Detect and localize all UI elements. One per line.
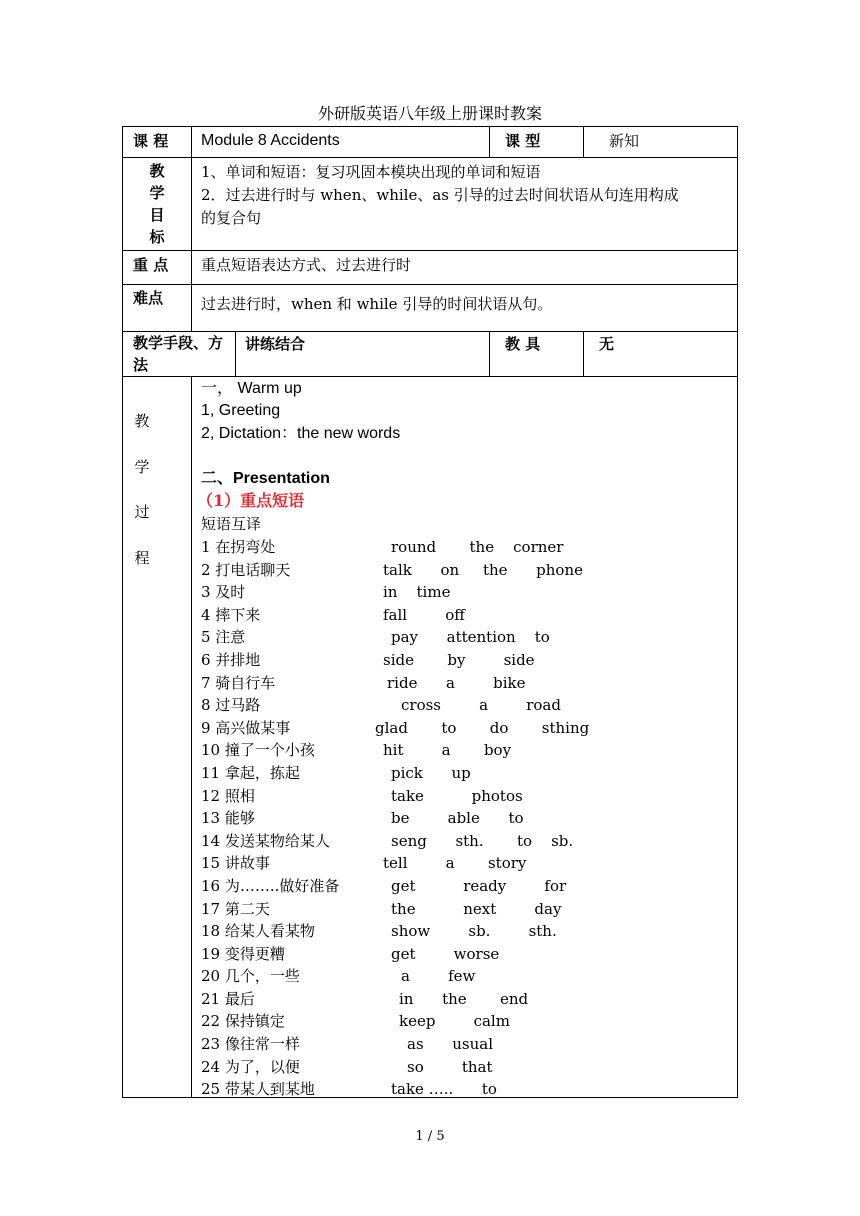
phrase-english: in the end	[399, 989, 529, 1008]
difficulties-label: 难点	[133, 289, 164, 307]
phrase-chinese: 4 摔下来	[201, 605, 261, 624]
course-value: Module 8 Accidents	[201, 132, 340, 149]
phrase-english: be able to	[391, 809, 524, 828]
phrase-english: glad to do sthing	[375, 718, 590, 737]
phrase-english: get ready for	[391, 876, 567, 895]
phrase-row	[201, 1010, 731, 1033]
objectives-label: 教 学 目 标	[149, 162, 165, 246]
phrase-row	[201, 672, 731, 695]
column-divider	[583, 331, 584, 376]
phrase-chinese: 23 像往常一样	[201, 1035, 300, 1054]
phrase-intro: 短语互译	[201, 515, 262, 533]
phrase-chinese: 1 在拐弯处	[201, 538, 276, 556]
objective-line-1: 1、单词和短语：复习巩固本模块出现的单词和短语	[201, 163, 541, 181]
key-points-value: 重点短语表达方式、过去进行时	[201, 256, 412, 274]
phrase-row	[201, 920, 731, 943]
phrase-row	[201, 830, 731, 853]
phrase-english: as usual	[407, 1035, 494, 1054]
phrase-english: pick up	[391, 763, 471, 782]
process-label: 教 学 过 程	[134, 412, 150, 567]
key-phrases-title: （1）重点短语	[197, 491, 305, 510]
column-divider	[191, 376, 192, 1097]
phrase-english: get worse	[391, 944, 500, 963]
phrase-list	[201, 536, 731, 1101]
phrase-row	[201, 898, 731, 921]
phrase-chinese: 18 给某人看某物	[201, 922, 315, 941]
methods-value: 讲练结合	[245, 335, 306, 353]
column-divider	[191, 127, 192, 331]
phrase-row	[201, 1056, 731, 1079]
phrase-english: tell a story	[383, 854, 527, 873]
phrase-english: hit a boy	[383, 741, 512, 760]
phrase-english: show sb. sth.	[391, 922, 557, 941]
warmup-title: 一， Warm up	[201, 380, 302, 397]
phrase-chinese: 15 讲故事	[201, 854, 270, 873]
phrase-row	[201, 762, 731, 785]
phrase-chinese: 17 第二天	[201, 899, 270, 918]
phrase-row	[201, 1078, 731, 1101]
phrase-english: take photos	[391, 786, 523, 805]
phrase-chinese: 16 为……..做好准备	[201, 876, 340, 895]
row-divider	[123, 157, 737, 158]
phrase-row	[201, 626, 731, 649]
phrase-chinese: 14 发送某物给某人	[201, 831, 330, 850]
phrase-row	[201, 581, 731, 604]
tools-value: 无	[599, 335, 615, 353]
phrase-row	[201, 852, 731, 875]
row-divider	[123, 284, 737, 285]
column-divider	[489, 127, 490, 157]
phrase-chinese: 13 能够	[201, 809, 255, 828]
phrase-english: so that	[407, 1057, 493, 1076]
phrase-chinese: 19 变得更糟	[201, 944, 285, 963]
phrase-english: a few	[401, 967, 476, 986]
presentation-title: 二、Presentation	[201, 470, 330, 487]
phrase-chinese: 10 撞了一个小孩	[201, 741, 315, 760]
phrase-chinese: 21 最后	[201, 989, 255, 1008]
phrase-chinese: 25 带某人到某地	[201, 1080, 315, 1099]
phrase-english: keep calm	[399, 1012, 510, 1031]
lesson-plan-table	[122, 126, 738, 1098]
phrase-english: in time	[383, 583, 451, 602]
phrase-row	[201, 965, 731, 988]
phrase-english: round the corner	[391, 538, 564, 556]
column-divider	[583, 127, 584, 157]
phrase-chinese: 3 及时	[201, 583, 246, 602]
warmup-item-1: 1, Greeting	[201, 402, 281, 419]
tools-label: 教 具	[505, 335, 541, 353]
difficulties-value: 过去进行时，when 和 while 引导的时间状语从句。	[201, 295, 553, 313]
phrase-chinese: 11 拿起，拣起	[201, 763, 300, 782]
phrase-chinese: 8 过马路	[201, 696, 261, 715]
methods-label: 教学手段、方	[133, 334, 224, 352]
phrase-english: side by side	[383, 650, 535, 669]
page-number: 1 / 5	[415, 1129, 445, 1144]
phrase-row	[201, 604, 731, 627]
key-points-label: 重 点	[133, 256, 169, 274]
phrase-row	[201, 1033, 731, 1056]
phrase-row	[201, 875, 731, 898]
phrase-row	[201, 559, 731, 582]
phrase-english: take ….. to	[391, 1080, 497, 1099]
document-title: 外研版英语八年级上册课时教案	[317, 104, 542, 123]
type-label: 课 型	[505, 132, 541, 150]
row-divider	[123, 376, 737, 377]
objective-line-3: 的复合句	[201, 209, 262, 227]
phrase-row	[201, 536, 731, 559]
phrase-english: pay attention to	[391, 628, 550, 647]
type-value: 新知	[609, 132, 640, 150]
phrase-chinese: 20 几个，一些	[201, 967, 300, 986]
methods-label-cont: 法	[133, 356, 149, 374]
phrase-chinese: 12 照相	[201, 786, 255, 805]
phrase-chinese: 24 为了，以便	[201, 1057, 300, 1076]
phrase-english: seng sth. to sb.	[391, 831, 574, 850]
phrase-chinese: 6 并排地	[201, 650, 261, 669]
phrase-chinese: 7 骑自行车	[201, 673, 276, 692]
phrase-row	[201, 739, 731, 762]
phrase-row	[201, 988, 731, 1011]
phrase-english: talk on the phone	[383, 560, 584, 579]
phrase-chinese: 22 保持镇定	[201, 1012, 285, 1031]
column-divider	[489, 331, 490, 376]
phrase-english: cross a road	[401, 696, 561, 715]
warmup-item-2: 2, Dictation：the new words	[201, 425, 401, 442]
phrase-row	[201, 717, 731, 740]
phrase-row	[201, 694, 731, 717]
phrase-row	[201, 943, 731, 966]
objective-line-2: 2．过去进行时与 when、while、as 引导的过去时间状语从句连用构成	[201, 186, 679, 204]
row-divider	[123, 250, 737, 251]
phrase-row	[201, 785, 731, 808]
phrase-english: ride a bike	[387, 673, 526, 692]
phrase-english: fall off	[383, 605, 465, 624]
phrase-chinese: 5 注意	[201, 628, 246, 647]
phrase-row	[201, 807, 731, 830]
phrase-chinese: 2 打电话聊天	[201, 560, 291, 579]
phrase-row	[201, 649, 731, 672]
column-divider	[235, 331, 236, 376]
course-label: 课 程	[133, 132, 169, 150]
phrase-english: the next day	[391, 899, 562, 918]
phrase-chinese: 9 高兴做某事	[201, 718, 291, 737]
